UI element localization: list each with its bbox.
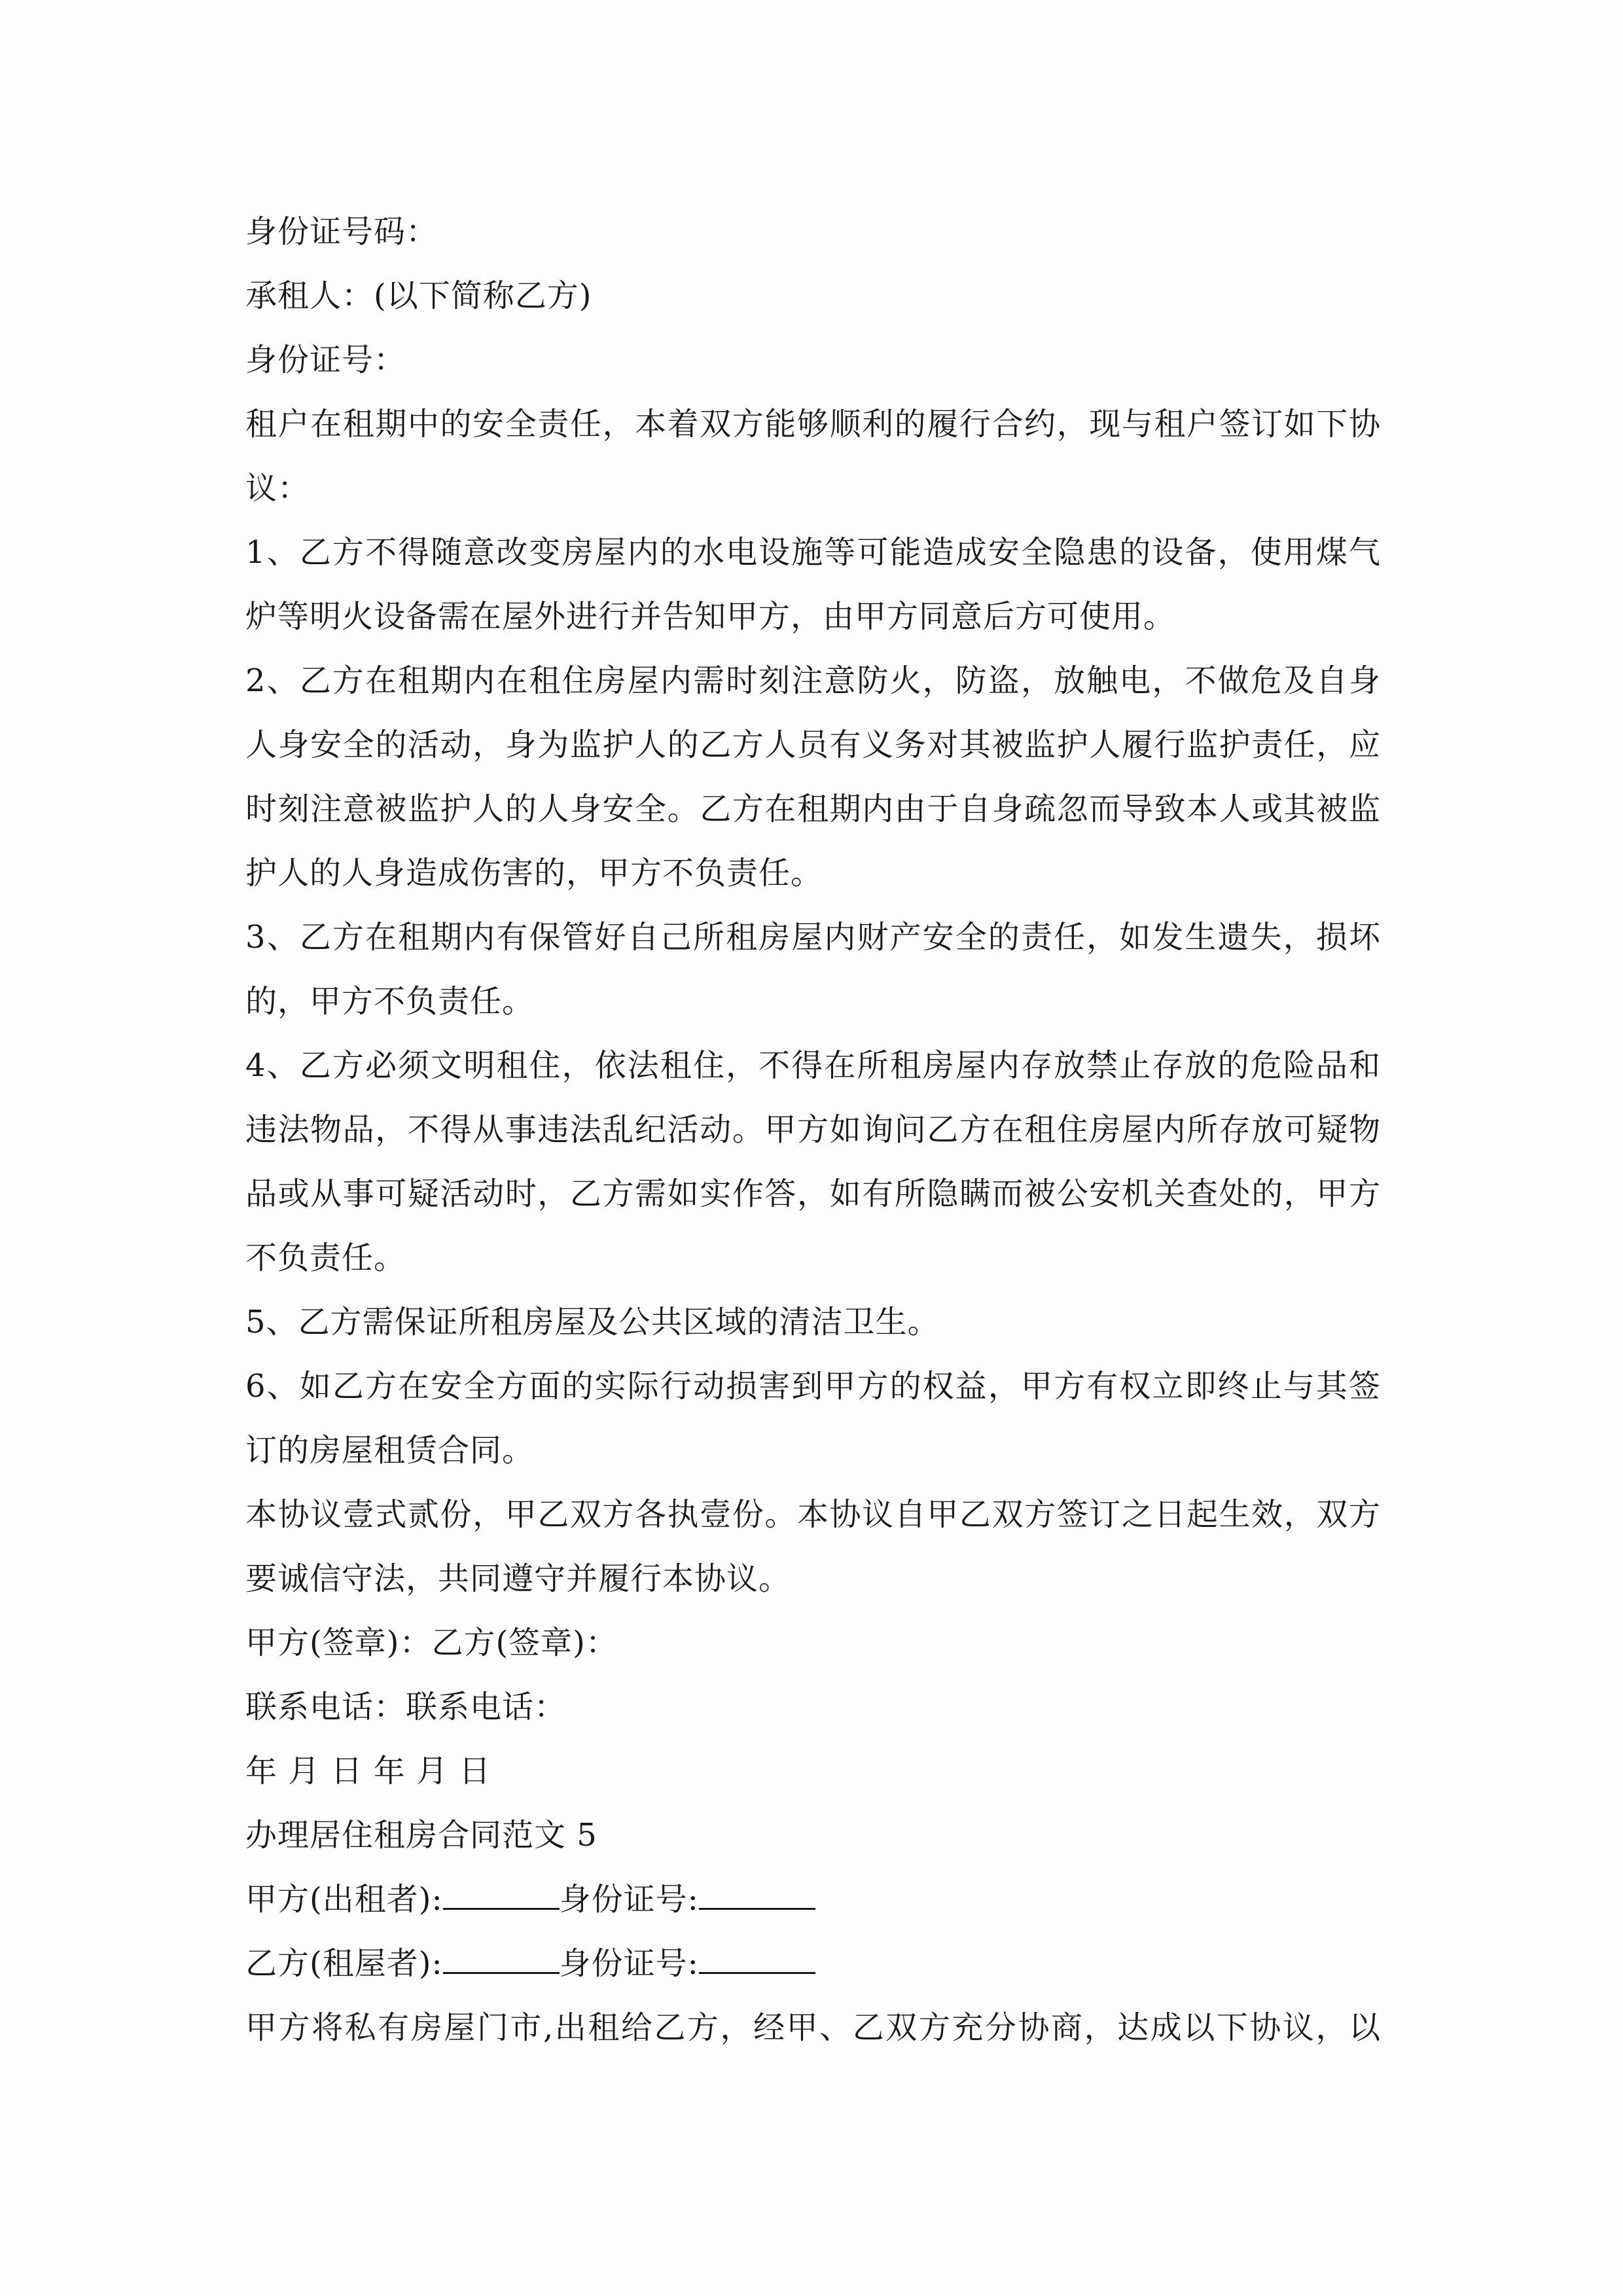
landlord-id-label: 身份证号: — [559, 1881, 699, 1918]
document-body — [245, 200, 1381, 2060]
landlord-id-blank[interactable] — [699, 1882, 815, 1910]
text-line: 承租人：(以下简称乙方) — [245, 278, 592, 314]
text-line: 身份证号： — [245, 342, 406, 378]
text-line: 4、乙方必须文明租住，依法租住，不得在所租房屋内存放禁止存放的危险品和 — [245, 1047, 1381, 1084]
text-line: 不负责任。 — [245, 1240, 406, 1276]
text-line: 的，甲方不负责任。 — [245, 983, 535, 1020]
text-line: 人身安全的活动，身为监护人的乙方人员有义务对其被监护人履行监护责任，应 — [245, 726, 1381, 763]
text-line: 炉等明火设备需在屋外进行并告知甲方，由甲方同意后方可使用。 — [245, 598, 1176, 635]
text-line: 护人的人身造成伤害的，甲方不负责任。 — [245, 855, 823, 891]
tenant-id-label: 身份证号: — [559, 1945, 699, 1982]
text-line: 订的房屋租赁合同。 — [245, 1432, 535, 1469]
text-line: 议： — [245, 470, 310, 507]
text-line: 租户在租期中的安全责任，本着双方能够顺利的履行合约，现与租户签订如下协 — [245, 406, 1381, 442]
tenant-field-line — [245, 1931, 1381, 1996]
landlord-blank[interactable] — [443, 1882, 560, 1910]
signature-line: 甲方(签章)：乙方(签章)： — [245, 1624, 618, 1661]
text-line: 6、如乙方在安全方面的实际行动损害到甲方的权益，甲方有权立即终止与其签 — [245, 1368, 1381, 1405]
text-line: 违法物品，不得从事违法乱纪活动。甲方如询问乙方在租住房屋内所存放可疑物 — [245, 1111, 1381, 1148]
text-line: 甲方将私有房屋门市,出租给乙方，经甲、乙双方充分协商，达成以下协议，以 — [245, 2009, 1381, 2046]
text-line: 1、乙方不得随意改变房屋内的水电设施等可能造成安全隐患的设备，使用煤气 — [245, 534, 1381, 571]
text-line: 要诚信守法，共同遵守并履行本协议。 — [245, 1560, 791, 1597]
text-line: 品或从事可疑活动时，乙方需如实作答，如有所隐瞒而被公安机关查处的，甲方 — [245, 1175, 1381, 1212]
landlord-field-line — [245, 1867, 1381, 1931]
tenant-id-blank[interactable] — [699, 1946, 815, 1974]
text-line: 身份证号码： — [245, 213, 438, 250]
text-line: 5、乙方需保证所租房屋及公共区域的清洁卫生。 — [245, 1304, 940, 1340]
date-line: 年 月 日 年 月 日 — [245, 1753, 491, 1789]
tenant-label: 乙方(租屋者): — [245, 1945, 443, 1982]
section-title: 办理居住租房合同范文 5 — [245, 1817, 597, 1854]
text-line: 时刻注意被监护人的人身安全。乙方在租期内由于自身疏忽而导致本人或其被监 — [245, 791, 1381, 827]
landlord-label: 甲方(出租者): — [245, 1881, 443, 1918]
text-line: 3、乙方在租期内有保管好自己所租房屋内财产安全的责任，如发生遗失，损坏 — [245, 919, 1381, 956]
text-line: 2、乙方在租期内在租住房屋内需时刻注意防火，防盗，放触电，不做危及自身 — [245, 662, 1381, 699]
phone-line: 联系电话：联系电话： — [245, 1689, 567, 1725]
text-line: 本协议壹式贰份，甲乙双方各执壹份。本协议自甲乙双方签订之日起生效，双方 — [245, 1496, 1381, 1533]
tenant-blank[interactable] — [443, 1946, 560, 1974]
